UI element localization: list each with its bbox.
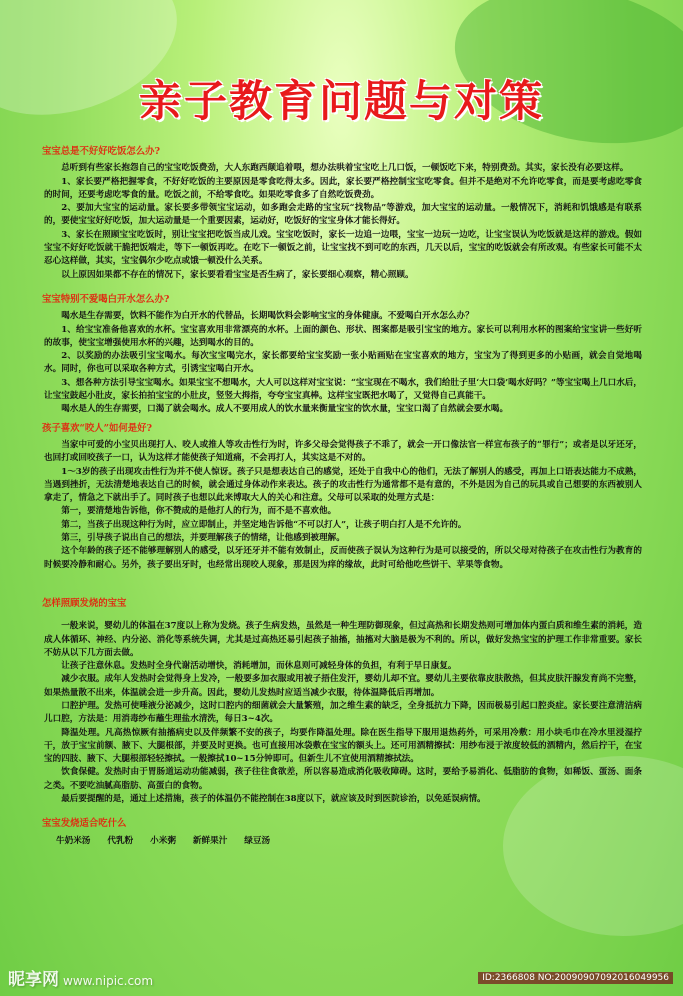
paragraph: 降温处理。凡高热惊厥有抽搐病史以及伴频繁不安的孩子，均要作降温处理。除在医生指导下服用退热药外，可采用冷敷：用小块毛巾在冷水里浸湿拧干，放于宝宝前额、腋下、大腿根部，并要及时更换。也可直接用冰袋敷在宝宝的额头上。还可用酒精擦拭：用纱布浸于浓度较低的酒精内，然后拧干，在宝宝的四肢、腋下、大腿根部轻轻擦拭。一般擦拭10~15分钟即可。但新生儿不宜使用酒精擦拭法。	[44, 727, 642, 765]
section-heading-water: 宝宝特别不爱喝白开水怎么办?	[42, 293, 170, 305]
paragraph: 2、要加大宝宝的运动量。家长要多带领宝宝运动，如多跑会走路的宝宝玩“找物品”等游戏，加大宝宝的运动量。一般情况下，消耗和饥饿感是有联系的，要使宝宝好好吃饭，加大运动量是一个重要因素，运动好，吃饭好的宝宝身体才能长得好。	[44, 203, 642, 227]
watermark-logo	[8, 965, 153, 990]
paragraph: 饮食保健。发热时由于胃肠道运动功能减弱，孩子往往食欲差，所以容易造成消化吸收障碍。这时，要给予易消化、低脂肪的食物，如稀饭、蛋汤、面条之类。不要吃油腻高脂肪、高蛋白的食物。	[44, 767, 642, 791]
paragraph: 一般来说，婴幼儿的体温在37度以上称为发烧。孩子生病发热，虽然是一种生理防御现象，但过高热和长期发热则可增加体内蛋白质和维生素的消耗，造成人体循环、神经、内分泌、消化等系统失调，尤其是过高热还易引起孩子抽搐，抽搐对大脑是极为不利的。所以，做好发热宝宝的护理工作非常重要。家长不妨从以下几方面去做。	[44, 621, 642, 658]
paragraph: 3、想各种方法引导宝宝喝水。如果宝宝不想喝水，大人可以这样对宝宝说：“宝宝现在不喝水，我们给肚子里‘大口袋’喝水好吗？”等宝宝喝上几口水后，让宝宝鼓起小肚皮，家长拍拍宝宝的小肚皮，竖竖大拇指，夸夸宝宝真棒。这样宝宝既把水喝了，又觉得自己真能干。	[44, 377, 642, 402]
paragraph: 这个年龄的孩子还不能够理解别人的感受，以牙还牙并不能有效制止，反而使孩子误认为这种行为是可以接受的，所以父母对待孩子在攻击性行为教育的时候要冷静和耐心。另外，孩子要出牙时，也经常出现咬人现象，那是因为痒的缘故，此时可给他吃些饼干、苹果等食物。	[44, 546, 642, 570]
paragraph: 总听到有些家长抱怨自己的宝宝吃饭费劲，大人东跑西颠追着喂，想办法哄着宝宝吃上几口饭，一顿饭吃下来，特别费劲。其实，家长没有必要这样。	[61, 163, 629, 174]
article-body	[44, 140, 642, 848]
paragraph: 3、家长在照顾宝宝吃饭时，别让宝宝把吃饭当成儿戏。宝宝吃饭时，家长一边追一边喂，宝宝一边玩一边吃，让宝宝误认为吃饭就是这样的游戏。假如宝宝不好好吃饭就干脆把饭端走，等下一顿饭再吃。在吃下一顿饭之前，让宝宝找不到可吃的东西，几天以后，宝宝的吃饭就会有所改观。有些家长可能不太忍心这样做，其实，宝宝偶尔少吃点或饿一顿没什么关系。	[44, 229, 642, 267]
paragraph: 第二，当孩子出现这种行为时，应立即制止，并坚定地告诉他“不可以打人”，让孩子明白打人是不允许的。	[61, 519, 467, 530]
paragraph: 1～3岁的孩子出现攻击性行为并不使人惊讶。孩子只是想表达自己的感觉，还处于自我中心的他们，无法了解别人的感受，再加上口语表达能力不成熟，当遇到挫折，无法清楚地表达自己的时候，就会通过身体动作来表达。孩子的攻击性行为通常都不是有意的，不外是因为自己的玩具或自己想要的东西被别人拿走了，情急之下就出手了。同时孩子也想以此来博取大人的关心和注意。父母可以采取的处理方式是：	[44, 466, 642, 504]
paragraph: 喝水是人的生存需要，口渴了就会喝水。成人不要用成人的饮水量来衡量宝宝的饮水量，宝宝口渴了自然就会要水喝。	[61, 404, 509, 415]
paragraph: 1、给宝宝准备他喜欢的水杯。宝宝喜欢用非常漂亮的水杯。上面的颜色、形状、图案都是吸引宝宝的地方。家长可以利用水杯的图案给宝宝讲一些好听的故事，使宝宝增强使用水杯的兴趣，达到喝水的目的。	[44, 324, 642, 348]
watermark-url: www.nipic.com	[63, 974, 154, 988]
watermark-id: ID:2366808 NO:20090907092016049956	[478, 972, 673, 984]
section-heading-fever: 怎样照顾发烧的宝宝	[42, 597, 127, 609]
paragraph: 当家中可爱的小宝贝出现打人、咬人或推人等攻击性行为时，许多父母会觉得孩子不乖了，就会一开口像法官一样宣布孩子的“罪行”；或者是以牙还牙，也回打或回咬孩子一口，认为这样才能使孩子知道痛，不会再打人，其实这是不对的。	[44, 439, 642, 464]
section-heading-biting: 孩子喜欢“咬人”如何是好?	[42, 422, 153, 434]
paragraph: 第一，要清楚地告诉他，你不赞成的是他打人的行为，而不是不喜欢他。	[61, 506, 337, 517]
paragraph: 1、家长要严格把握零食，不好好吃饭的主要原因是零食吃得太多。因此，家长要严格控制宝宝吃零食。但并不是绝对不允许吃零食，而是要考虑吃零食的时间，还要考虑吃零食的量。吃饭之前，不给零食吃。如果吃零食多了自然吃饭费劲。	[44, 176, 642, 200]
section-heading-eating: 宝宝总是不好好吃饭怎么办?	[42, 146, 160, 157]
page-title: 亲子教育问题与对策	[139, 77, 544, 127]
food-list: 牛奶米汤 代乳粉 小米粥 新鲜果汁 绿豆汤	[56, 835, 271, 846]
paragraph: 第三，引导孩子说出自己的想法，并要理解孩子的情绪，让他感到被理解。	[61, 533, 345, 544]
paragraph: 喝水是生存需要，饮料不能作为白开水的代替品，长期喝饮料会影响宝宝的身体健康。不爱喝白开水怎么办？	[61, 311, 474, 322]
paragraph: 口腔护理。发热可使唾液分泌减少，这时口腔内的细菌就会大量繁殖，加之维生素的缺乏，全身抵抗力下降，因而极易引起口腔炎症。家长要注意清洁病儿口腔，方法是：用消毒纱布蘸生理盐水清洗，每日3~4次。	[44, 700, 642, 725]
watermark-logo-text: 昵享网	[8, 970, 59, 990]
paragraph: 2、以奖励的办法吸引宝宝喝水。每次宝宝喝完水，家长都要给宝宝奖励一张小贴画贴在宝宝喜欢的地方，宝宝为了得到更多的小贴画，就会自觉地喝水。同时，你也可以采取各种方式，引诱宝宝喝白开水。	[44, 351, 642, 375]
paragraph: 让孩子注意休息。发热时全身代谢活动增快，消耗增加，而休息则可减轻身体的负担，有利于早日康复。	[61, 661, 457, 672]
paragraph: 以上原因如果都不存在的情况下，家长要看看宝宝是否生病了，家长要细心观察，精心照顾。	[61, 269, 414, 280]
paragraph: 最后要提醒的是，通过上述措施，孩子的体温仍不能控制在38度以下，就应该及时到医院诊治，以免延误病情。	[61, 794, 486, 805]
section-heading-foods: 宝宝发烧适合吃什么	[42, 818, 127, 830]
paragraph: 减少衣服。成年人发热时会觉得身上发冷，一般要多加衣服或用被子捂住发汗，婴幼儿却不宜。婴幼儿主要依靠皮肤散热，但其皮肤汗腺发育尚不完整，如果热量散不出来，体温就会进一步升高。因此，婴幼儿发热时应适当减少衣服，待体温降低后再增加。	[44, 674, 642, 698]
